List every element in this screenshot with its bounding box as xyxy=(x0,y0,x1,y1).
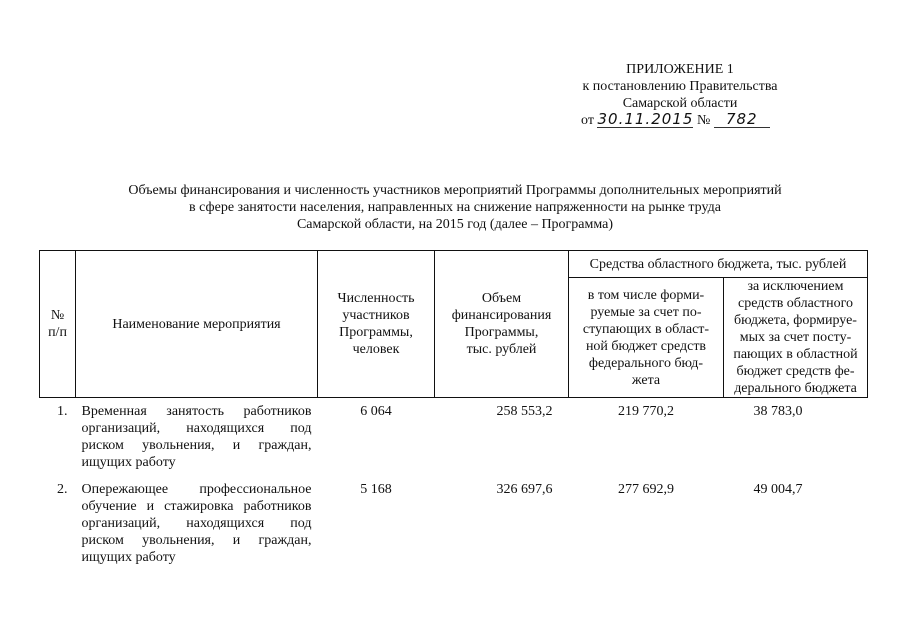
row-excluding-federal: 38 783,0 xyxy=(753,404,803,419)
row-number: 2. xyxy=(57,482,68,497)
appendix-date-line xyxy=(560,112,800,129)
header-excluding-federal: за исключением средств областного бюджета, формируе- мых за счет посту- пающих в областной бюджет средств фе- дерального бюджета xyxy=(724,278,868,398)
row-participants: 5 168 xyxy=(360,482,392,497)
header-num: № п/п xyxy=(40,251,76,398)
header-participants: Численность участников Программы, человек xyxy=(318,251,435,398)
financing-table xyxy=(39,250,868,566)
appendix-line-region: Самарской области xyxy=(622,96,738,111)
title-line-3: Самарской области, на 2015 год (далее – Программа) xyxy=(296,217,614,232)
row-activity-name: Временная занятость работников организаций, находящихся под риском увольнения, и граждан, ищущих работу xyxy=(81,404,312,470)
row-participants: 6 064 xyxy=(360,404,392,419)
header-including-federal: в том числе форми- руемые за счет по- ступающих в област- ной бюджет средств федерального бюд- жета xyxy=(569,278,724,398)
row-financing: 326 697,6 xyxy=(496,482,553,497)
appendix-title: ПРИЛОЖЕНИЕ 1 xyxy=(626,62,734,77)
row-excluding-federal: 49 004,7 xyxy=(753,482,803,497)
handwritten-number: 782 xyxy=(714,112,770,128)
table-row xyxy=(40,471,868,566)
row-number: 1. xyxy=(57,404,68,419)
row-financing: 258 553,2 xyxy=(496,404,553,419)
row-including-federal: 219 770,2 xyxy=(618,404,674,419)
title-line-2: в сфере занятости населения, направленных на снижение напряженности на рынке труда xyxy=(189,200,721,215)
appendix-block xyxy=(560,61,800,129)
row-activity-name: Опережающее профессиональное обучение и стажировка работников организаций, находящихся под риском увольнения, и граждан, ищущих работу xyxy=(81,482,312,565)
appendix-line-resolution: к постановлению Правительства xyxy=(582,79,778,94)
title-line-1: Объемы финансирования и численность участников мероприятий Программы дополнительных мероприятий xyxy=(128,183,782,198)
header-name: Наименование мероприятия xyxy=(76,251,318,398)
number-label: № xyxy=(696,113,711,128)
from-label: от xyxy=(581,113,594,128)
handwritten-date: 30.11.2015 xyxy=(597,110,694,128)
table-row xyxy=(40,398,868,472)
document-title xyxy=(60,182,850,233)
header-regional-budget: Средства областного бюджета, тыс. рублей xyxy=(569,251,868,278)
header-financing: Объем финансирования Программы, тыс. рублей xyxy=(435,251,569,398)
row-including-federal: 277 692,9 xyxy=(618,482,674,497)
